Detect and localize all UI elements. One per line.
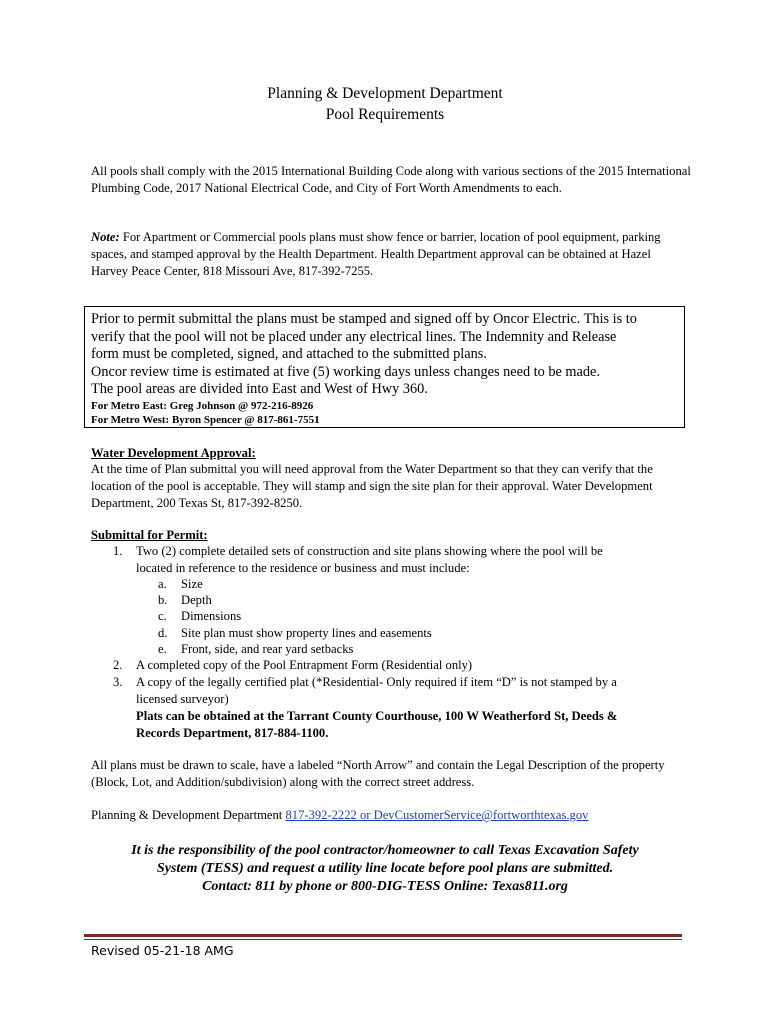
metro-east-contact: For Metro East: Greg Johnson @ 972-216-8926 (91, 399, 314, 412)
sub-list-letter: d. (158, 626, 168, 640)
plats-note: Plats can be obtained at the Tarrant County Courthouse, 100 W Weatherford St, Deeds & (136, 709, 618, 723)
water-paragraph: At the time of Plan submittal you will need approval from the Water Department so that they can verify that the location of the pool is acceptable. They will stamp and sign the site plan for their approval. Water Development Department, 200 Texas St, 817-392-8250. (91, 462, 653, 510)
sub-list-item: Front, side, and rear yard setbacks (181, 642, 354, 656)
plans-paragraph: All plans must be drawn to scale, have a labeled “North Arrow” and contain the Legal Description of the property (Block, Lot, and Addition/subdivision) along with the correct street address. (91, 758, 665, 789)
sub-list-item: Dimensions (181, 609, 242, 623)
revision-footer: Revised 05-21-18 AMG (91, 943, 234, 958)
list-item: A completed copy of the Pool Entrapment Form (Residential only) (136, 658, 473, 672)
list-number: 1. (113, 544, 123, 558)
note-paragraph (91, 229, 691, 280)
submittal-heading: Submittal for Permit: (91, 528, 208, 542)
sub-list-letter: e. (158, 642, 167, 656)
sub-list-item: Site plan must show property lines and easements (181, 626, 432, 640)
list-number: 3. (113, 675, 123, 689)
note-text: For Apartment or Commercial pools plans must show fence or barrier, location of pool equipment, parking spaces, and stamped approval by the Health Department. Health Department approval can be obtained at Hazel Harvey Peace Center, 818 Missouri Ave, 817-392-7255. (91, 230, 661, 278)
list-item-continued: located in reference to the residence or business and must include: (136, 561, 470, 575)
sub-list-letter: b. (158, 593, 168, 607)
intro-paragraph: All pools shall comply with the 2015 International Building Code along with various sections of the 2015 International Plumbing Code, 2017 National Electrical Code, and City of Fort Worth Amendments to each. (91, 164, 691, 195)
oncor-line: verify that the pool will not be placed under any electrical lines. The Indemnity and Release (91, 328, 617, 345)
water-heading: Water Development Approval: (91, 446, 256, 460)
sub-list-item: Depth (181, 593, 212, 607)
sub-list-item: Size (181, 577, 203, 591)
tess-warning: System (TESS) and request a utility line locate before pool plans are submitted. (156, 861, 614, 876)
oncor-line: Oncor review time is estimated at five (5) working days unless changes need to be made. (91, 363, 600, 380)
list-item: A copy of the legally certified plat (*Residential- Only required if item “D” is not stamped by a (136, 675, 617, 689)
department-title: Planning & Development Department (267, 85, 503, 102)
sub-list-letter: c. (158, 609, 167, 623)
list-item: Two (2) complete detailed sets of construction and site plans showing where the pool will be (136, 544, 603, 558)
sub-list-letter: a. (158, 577, 167, 591)
contact-line (91, 807, 691, 824)
plats-note-continued: Records Department, 817-884-1100. (136, 726, 329, 740)
metro-west-contact: For Metro West: Byron Spencer @ 817-861-7551 (91, 414, 320, 426)
oncor-line: form must be completed, signed, and attached to the submitted plans. (91, 346, 487, 362)
list-item-continued: licensed surveyor) (136, 692, 229, 706)
footer-divider (84, 934, 682, 937)
contact-label: Planning & Development Department (91, 808, 286, 822)
contact-link[interactable]: 817-392-2222 or DevCustomerService@fortworthtexas.gov (285, 808, 589, 822)
list-number: 2. (113, 658, 123, 672)
tess-warning: It is the responsibility of the pool contractor/homeowner to call Texas Excavation Safety (131, 843, 639, 858)
oncor-notice-box (84, 306, 685, 428)
page-title: Pool Requirements (325, 106, 445, 123)
note-label: Note: (91, 230, 120, 244)
tess-contact: Contact: 811 by phone or 800-DIG-TESS Online: Texas811.org (202, 879, 568, 894)
oncor-line: The pool areas are divided into East and West of Hwy 360. (91, 381, 428, 397)
oncor-line: Prior to permit submittal the plans must be stamped and signed off by Oncor Electric. This is to (91, 311, 637, 327)
footer-divider-thin (84, 939, 682, 940)
